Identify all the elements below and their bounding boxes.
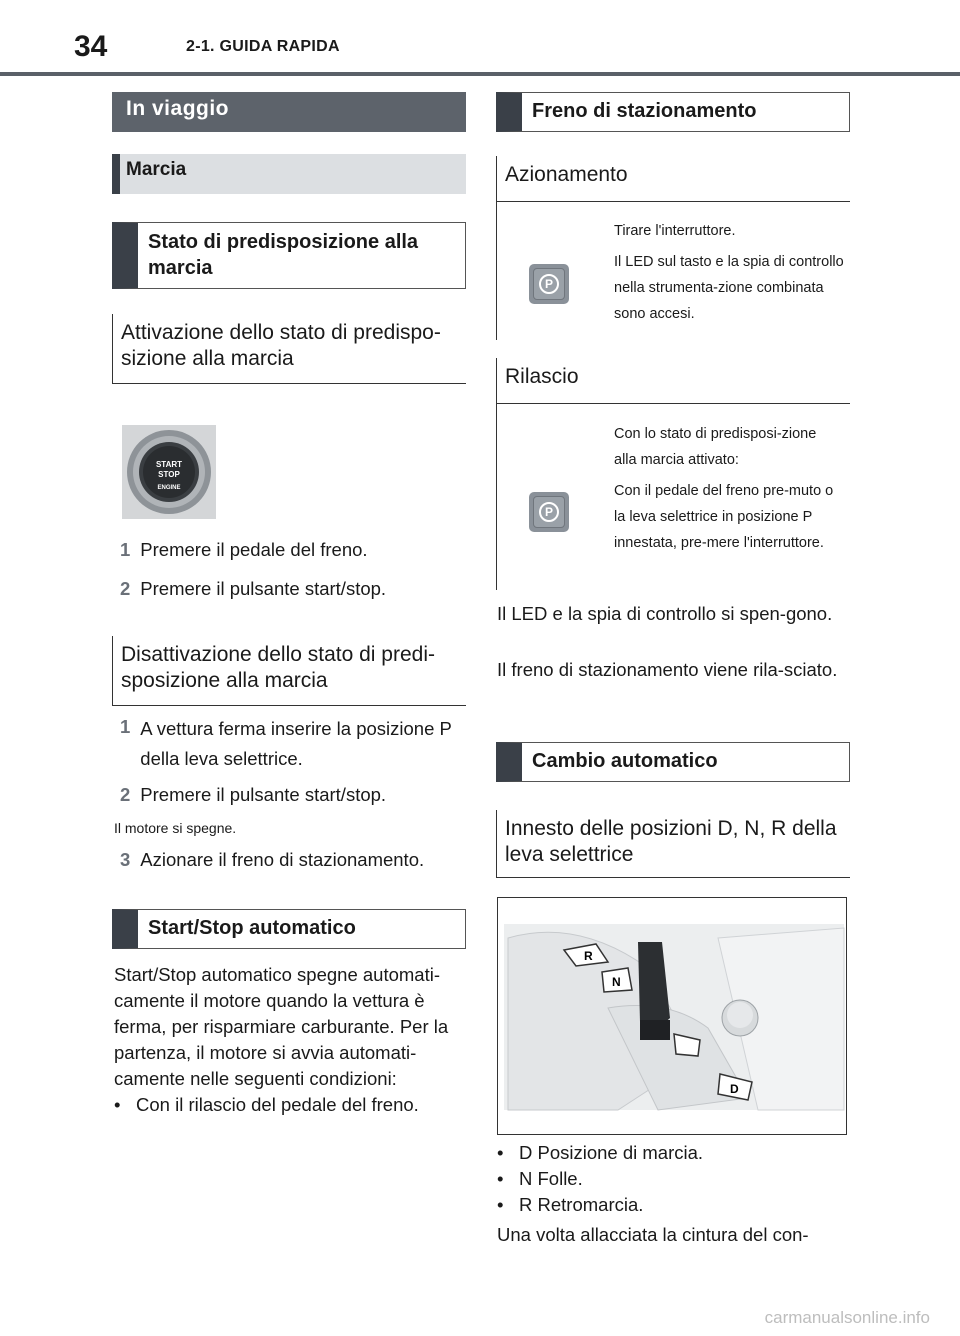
bullet-text: Con il rilascio del pedale del freno. — [136, 1094, 419, 1115]
table-left-rule-2 — [496, 404, 497, 590]
step-text: Premere il pulsante start/stop. — [140, 784, 387, 805]
header-rule — [0, 72, 960, 76]
table-left-rule — [496, 202, 497, 340]
step-number: 1 — [120, 539, 131, 560]
engine-label: ENGINE — [157, 485, 181, 491]
gear-label-d: D — [730, 1082, 739, 1096]
step-1-stop — [120, 714, 466, 774]
gear-label-n: N — [612, 975, 621, 989]
sub-title: Marcia — [112, 154, 466, 194]
watermark: carmanualsonline.info — [764, 1308, 930, 1327]
led-off-paragraph: Il LED e la spia di controllo si spen-gono. — [497, 603, 833, 624]
step-2-stop — [120, 782, 466, 808]
release-text-1: Con lo stato di predisposi-zione alla marcia attivato: — [614, 426, 817, 468]
heading-gear-positions: Innesto delle posizioni D, N, R della leva selettrice — [496, 810, 850, 878]
heading-deactivation: Disattivazione dello stato di predi-sposizione alla marcia — [112, 636, 466, 706]
apply-text-2: Il LED sul tasto e la spia di controllo nella strumenta-zione combinata sono accesi. — [614, 254, 844, 322]
bullet-text: R Retromarcia. — [519, 1194, 644, 1215]
parking-brake-icon: P — [529, 492, 569, 532]
start-label: START — [155, 460, 183, 469]
main-title: In viaggio — [112, 92, 466, 132]
gear-selector-illustration — [497, 897, 847, 1135]
step-number: 3 — [120, 849, 131, 870]
step-3-stop — [120, 847, 466, 873]
bullet-d: • D Posizione di marcia. — [497, 1140, 847, 1166]
step-1-start — [120, 537, 466, 563]
gear-label-r: R — [584, 949, 593, 963]
release-text-2: Con il pedale del freno pre-muto o la leva selettrice in posizione P innestata, pre-mere l'interruttore. — [614, 483, 834, 551]
step-number: 2 — [120, 784, 131, 805]
section-box-ready-state: Stato di predisposizione alla marcia — [112, 222, 466, 289]
section-box-parking-brake: Freno di stazionamento — [496, 92, 850, 132]
heading-apply: Azionamento — [496, 156, 850, 202]
brake-released-paragraph: Il freno di stazionamento viene rila-sciato. — [497, 659, 838, 680]
engine-off-note: Il motore si spegne. — [114, 820, 237, 836]
step-text: Azionare il freno di stazionamento. — [140, 849, 425, 870]
auto-start-stop-paragraph: Start/Stop automatico spegne automati-camente il motore quando la vettura è ferma, per risparmiare carburante. Per la partenza, il motore si avvia automati-camente nelle seguenti condizioni: — [114, 964, 449, 1089]
page-number: 34 — [74, 30, 108, 63]
section-box-automatic-transmission: Cambio automatico — [496, 742, 850, 782]
heading-release: Rilascio — [496, 358, 850, 404]
apply-text-1: Tirare l'interruttore. — [614, 223, 736, 239]
step-text: Premere il pedale del freno. — [140, 539, 368, 560]
step-text: A vettura ferma inserire la posizione P della leva selettrice. — [140, 718, 452, 769]
stop-label: STOP — [158, 470, 180, 479]
section-box-auto-start-stop: Start/Stop automatico — [112, 909, 466, 949]
step-text: Premere il pulsante start/stop. — [140, 578, 387, 599]
bullet-n: • N Folle. — [497, 1166, 847, 1192]
heading-activation: Attivazione dello stato di predispo-sizione alla marcia — [112, 314, 466, 384]
parking-brake-icon: P — [529, 264, 569, 304]
start-stop-button-image — [122, 425, 216, 519]
bullet-text: N Folle. — [519, 1168, 583, 1189]
step-number: 1 — [120, 716, 131, 737]
bullet-brake-release: • Con il rilascio del pedale del freno. — [114, 1092, 464, 1118]
bullet-r: • R Retromarcia. — [497, 1192, 847, 1218]
section-title: 2-1. GUIDA RAPIDA — [186, 38, 340, 55]
bullet-text: D Posizione di marcia. — [519, 1142, 704, 1163]
continuation-line: Una volta allacciata la cintura del con- — [497, 1224, 809, 1245]
step-2-start — [120, 576, 466, 602]
step-number: 2 — [120, 578, 131, 599]
